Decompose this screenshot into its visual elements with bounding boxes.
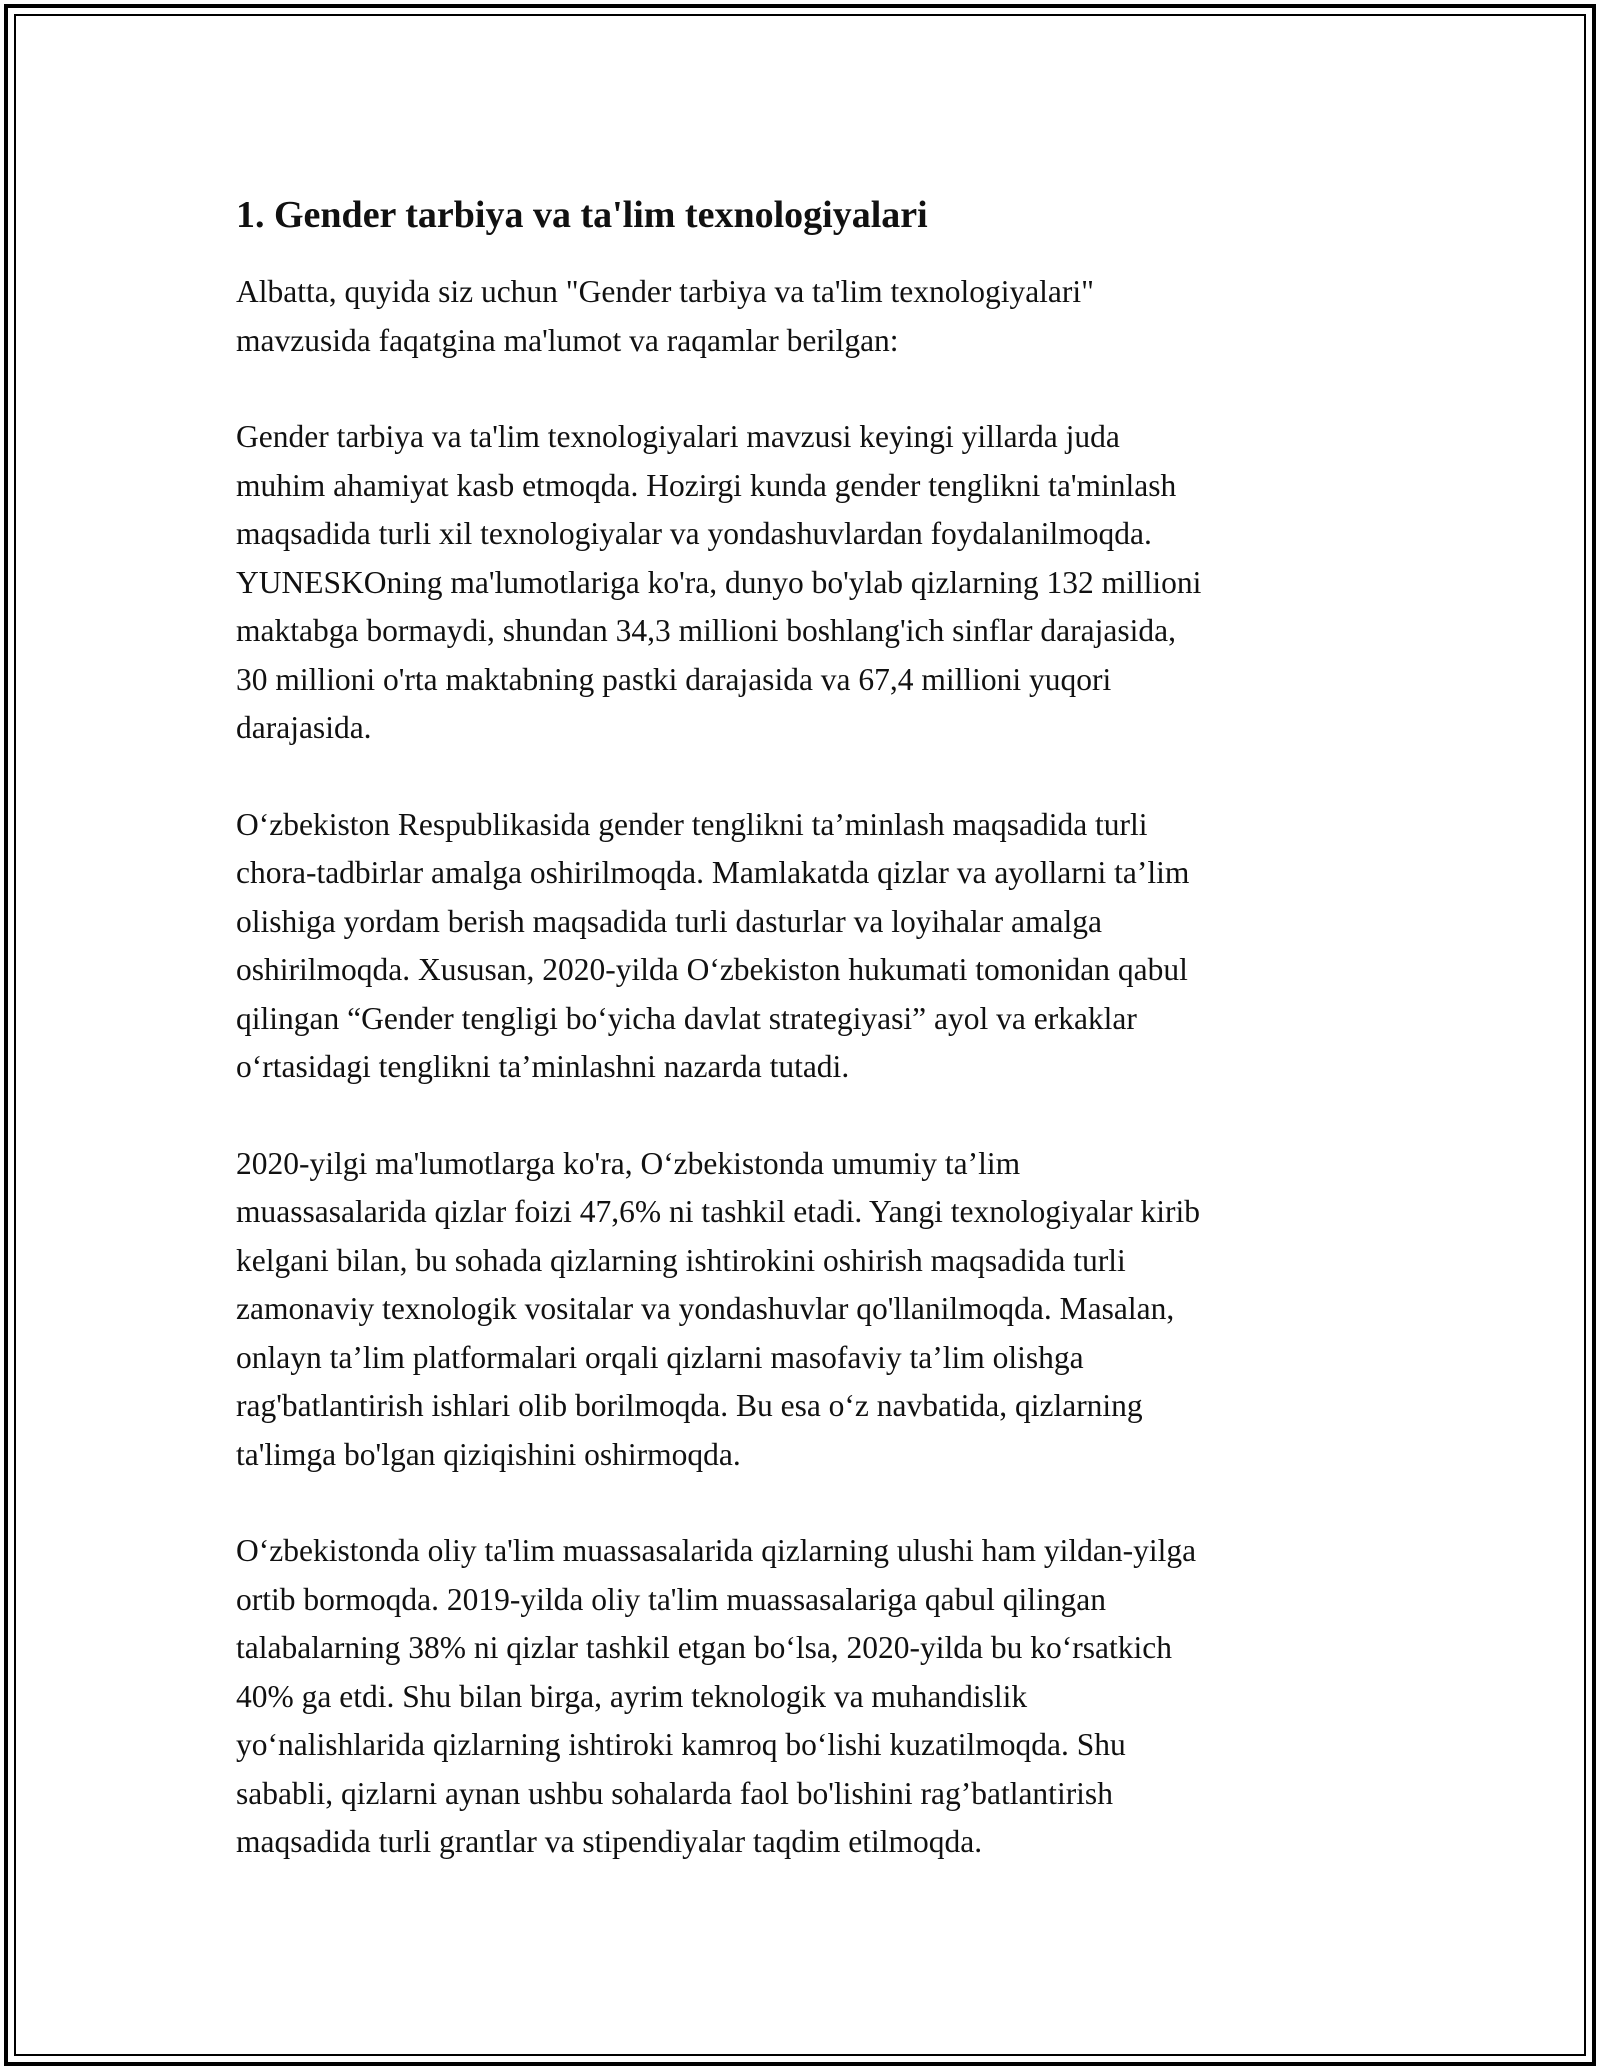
- document-body: [236, 186, 1366, 1915]
- paragraph-higher-education: O‘zbekistonda oliy ta'lim muassasalarida qizlarning ulushi ham yildan-yilga ortib bormoqda. 2019-yilda oliy ta'lim muassasalariga qabul qilingan talabalarning 38% ni qizlar tashkil etgan bo‘lsa, 2020-yilda bu ko‘rsatkich 40% ga etdi. Shu bilan birga, ayrim teknologik va muhandislik yo‘nalishlarida qizlarning ishtiroki kamroq bo‘lishi kuzatilmoqda. Shu sababli, qizlarni aynan ushbu sohalarda faol bo'lishini rag’batlantirish maqsadida turli grantlar va stipendiyalar taqdim etilmoqda.: [236, 1533, 1197, 1859]
- paragraph-intro: Albatta, quyida siz uchun "Gender tarbiya va ta'lim texnologiyalari" mavzusida faqatgina ma'lumot va raqamlar berilgan:: [236, 274, 1095, 358]
- paragraph-uzbekistan-strategy: O‘zbekiston Respublikasida gender tenglikni ta’minlash maqsadida turli chora-tadbirlar amalga oshirilmoqda. Mamlakatda qizlar va ayollarni ta’lim olishiga yordam berish maqsadida turli dasturlar va loyihalar amalga oshirilmoqda. Xususan, 2020-yilda O‘zbekiston hukumati tomonidan qabul qilingan “Gender tengligi bo‘yicha davlat strategiyasi” ayol va erkaklar o‘rtasidagi tenglikni ta’minlashni nazarda tutadi.: [236, 806, 1190, 1084]
- paragraph-unesco-statistics: Gender tarbiya va ta'lim texnologiyalari mavzusi keyingi yillarda juda muhim ahamiyat kasb etmoqda. Hozirgi kunda gender tenglikni ta'minlash maqsadida turli xil texnologiyalar va yondashuvlardan foydalanilmoqda. YUNESKOning ma'lumotlariga ko'ra, dunyo bo'ylab qizlarning 132 millioni maktabga bormaydi, shundan 34,3 millioni boshlang'ich sinflar darajasida, 30 millioni o'rta maktabning pastki darajasida va 67,4 millioni yuqori darajasida.: [236, 419, 1202, 745]
- paragraph-general-education: 2020-yilgi ma'lumotlarga ko'ra, O‘zbekistonda umumiy ta’lim muassasalarida qizlar foizi 47,6% ni tashkil etadi. Yangi texnologiyalar kirib kelgani bilan, bu sohada qizlarning ishtirokini oshirish maqsadida turli zamonaviy texnologik vositalar va yondashuvlar qo'llanilmoqda. Masalan, onlayn ta’lim platformalari orqali qizlarni masofaviy ta’lim olishga rag'batlantirish ishlari olib borilmoqda. Bu esa o‘z navbatida, qizlarning ta'limga bo'lgan qiziqishini oshirmoqda.: [236, 1145, 1201, 1472]
- document-title: 1. Gender tarbiya va ta'lim texnologiyalari: [236, 194, 928, 236]
